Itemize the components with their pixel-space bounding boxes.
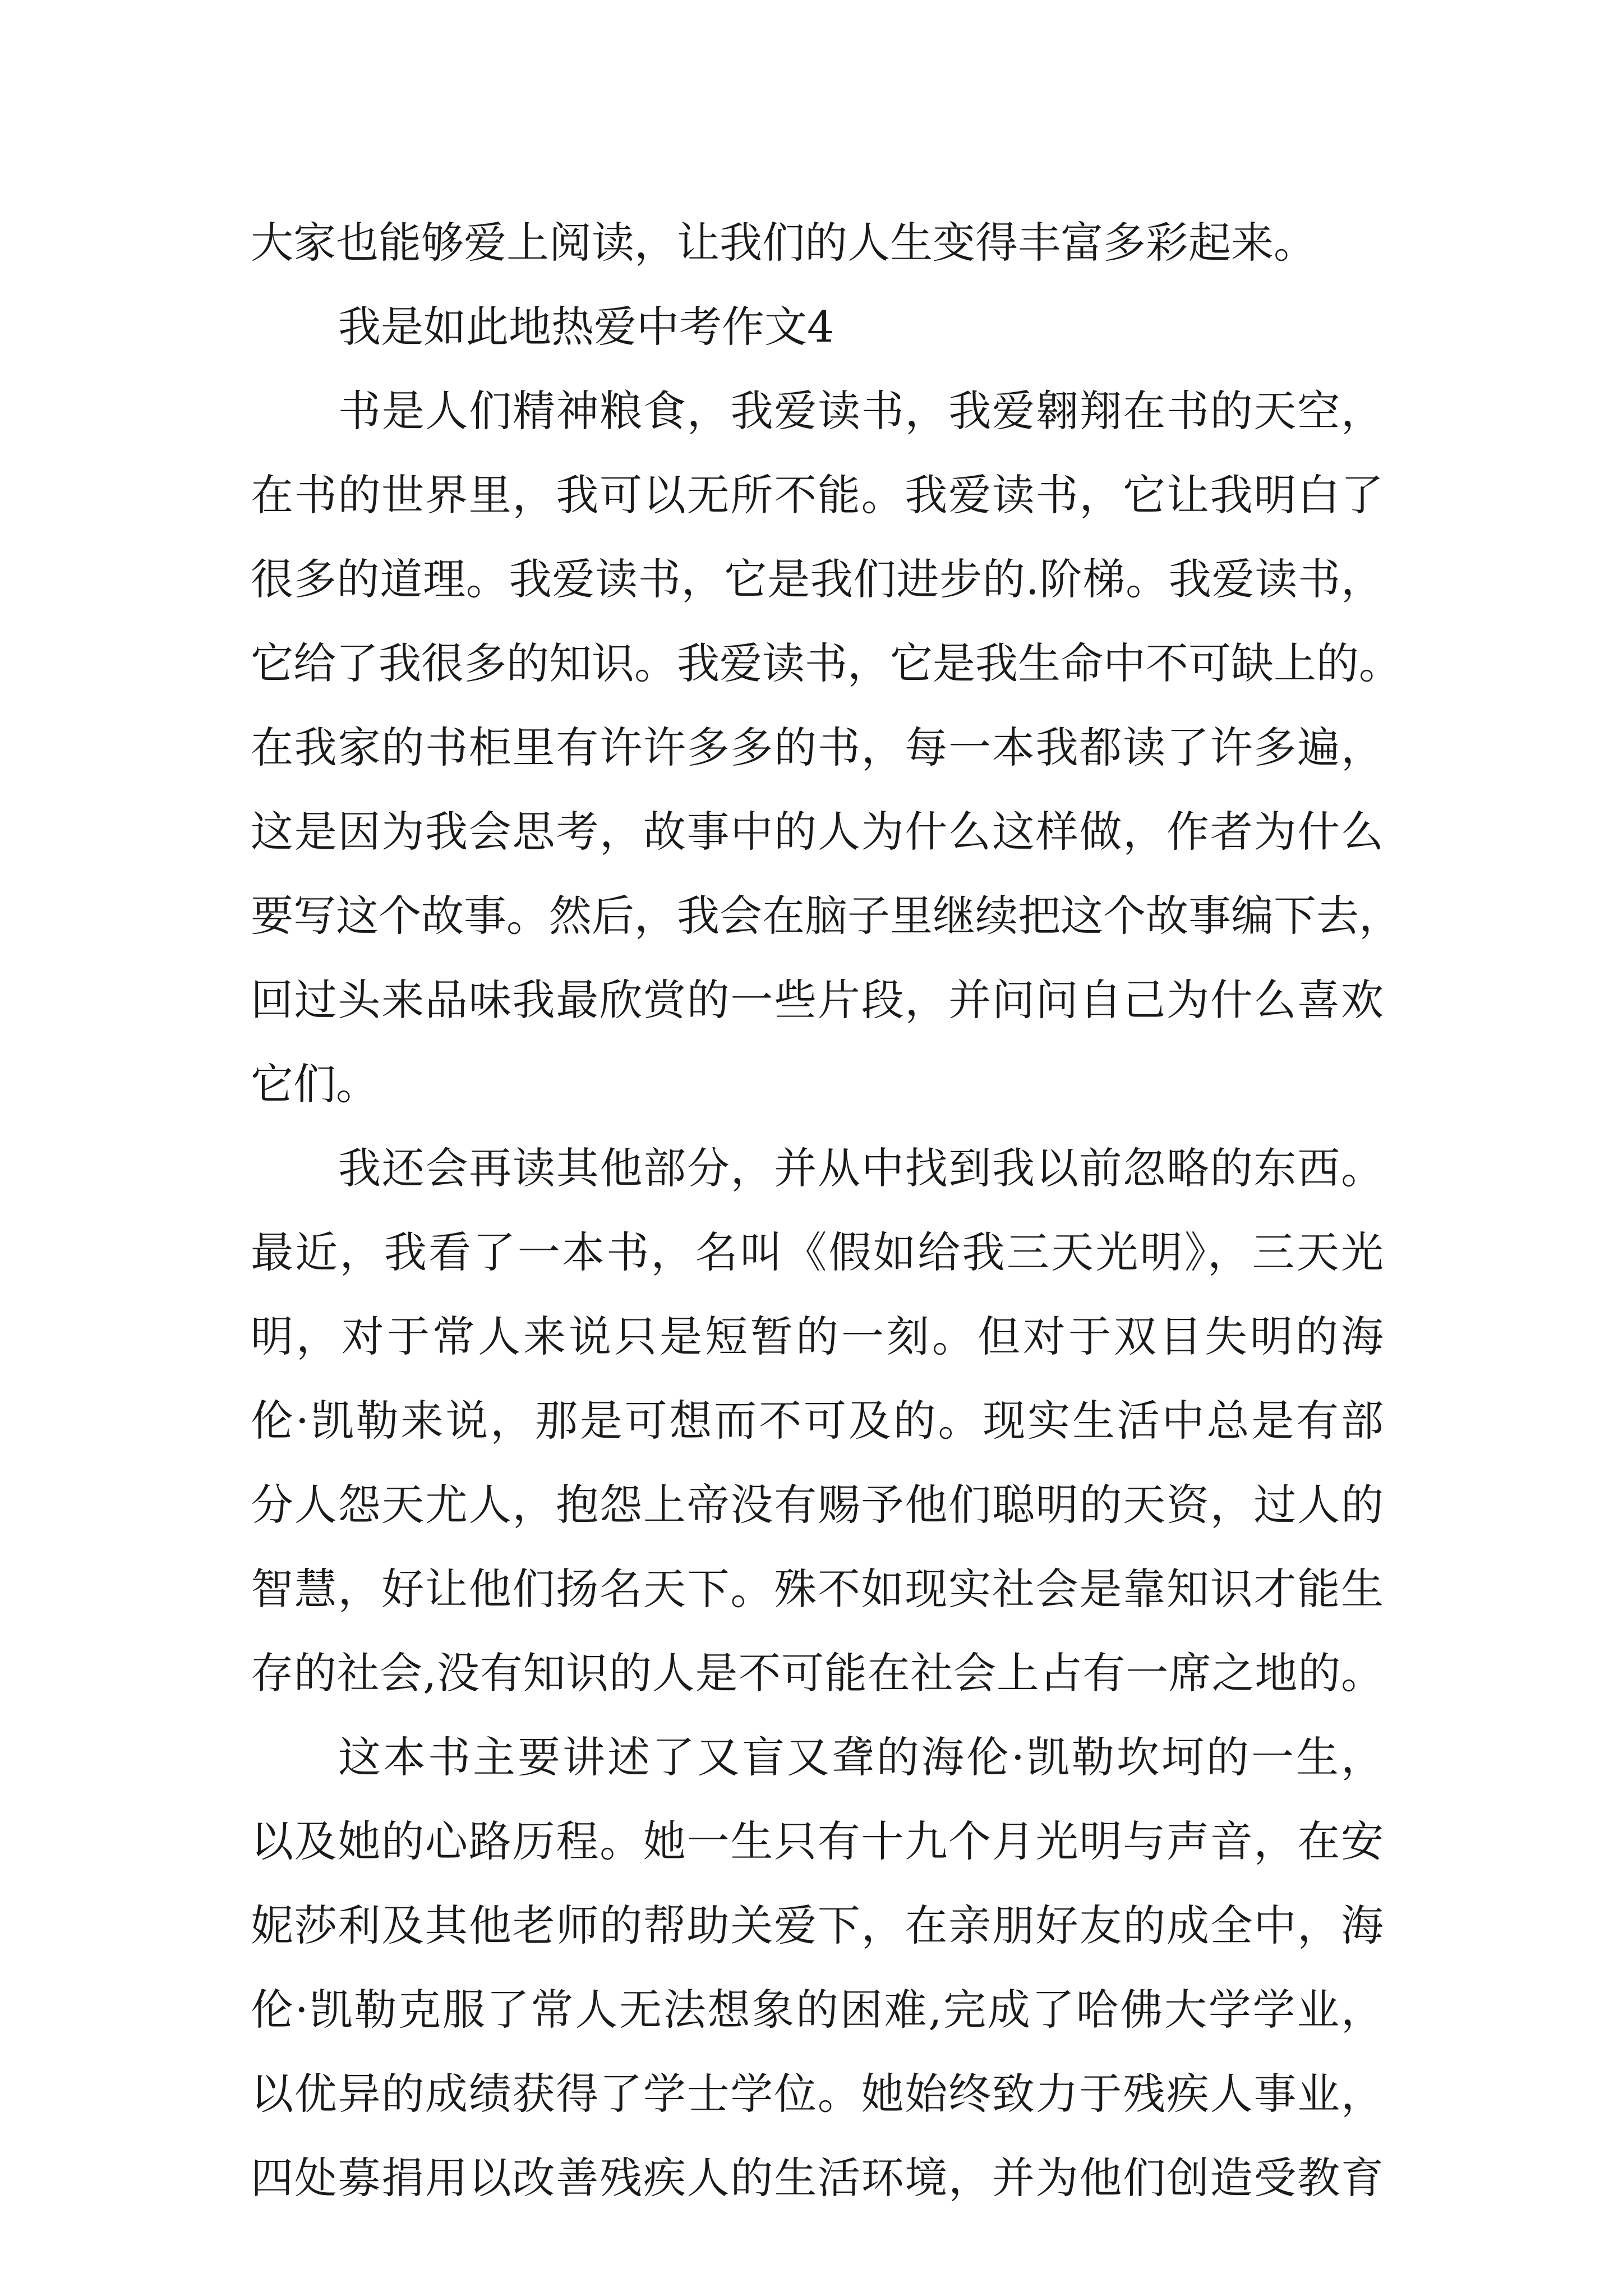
- text-line: 智慧，好让他们扬名天下。殊不如现实社会是靠知识才能生: [251, 1564, 1384, 1614]
- text-line: 存的社会,没有知识的人是不可能在社会上占有一席之地的。: [251, 1648, 1384, 1698]
- text-line: 我还会再读其他部分，并从中找到我以前忽略的东西。: [338, 1143, 1384, 1193]
- text-line: 伦·凯勒来说，那是可想而不可及的。现实生活中总是有部: [251, 1396, 1384, 1446]
- text-line: 最近，我看了一本书，名叫《假如给我三天光明》，三天光: [251, 1227, 1384, 1277]
- text-line: 妮莎利及其他老师的帮助关爱下，在亲朋好友的成全中，海: [251, 1901, 1384, 1950]
- text-line: 在我家的书柜里有许许多多的书，每一本我都读了许多遍，: [251, 723, 1384, 772]
- text-line: 以及她的心路历程。她一生只有十九个月光明与声音，在安: [251, 1816, 1384, 1866]
- text-line: 以优异的成绩获得了学士学位。她始终致力于残疾人事业，: [251, 2069, 1384, 2119]
- text-line: 四处募捐用以改善残疾人的生活环境，并为他们创造受教育: [251, 2153, 1384, 2203]
- text-line: 分人怨天尤人，抱怨上帝没有赐予他们聪明的天资，过人的: [251, 1480, 1384, 1530]
- text-line: 明，对于常人来说只是短暂的一刻。但对于双目失明的海: [251, 1312, 1384, 1361]
- essay-heading: 我是如此地热爱中考作文4: [338, 302, 834, 352]
- text-line: 回过头来品味我最欣赏的一些片段，并问问自己为什么喜欢: [251, 975, 1384, 1025]
- text-line: 它们。: [251, 1059, 379, 1109]
- text-line: 要写这个故事。然后，我会在脑子里继续把这个故事编下去，: [251, 891, 1401, 941]
- text-line: 伦·凯勒克服了常人无法想象的困难,完成了哈佛大学学业，: [251, 1985, 1384, 2035]
- text-line: 它给了我很多的知识。我爱读书，它是我生命中不可缺上的。: [251, 638, 1401, 688]
- text-line: 这本书主要讲述了又盲又聋的海伦·凯勒坎坷的一生，: [338, 1732, 1384, 1782]
- text-line: 很多的道理。我爱读书，它是我们进步的.阶梯。我爱读书，: [251, 554, 1384, 604]
- text-line: 这是因为我会思考，故事中的人为什么这样做，作者为什么: [251, 807, 1384, 857]
- text-line: 书是人们精神粮食，我爱读书，我爱翱翔在书的天空，: [338, 386, 1384, 436]
- text-line: 大家也能够爱上阅读，让我们的人生变得丰富多彩起来。: [251, 218, 1316, 268]
- text-line: 在书的世界里，我可以无所不能。我爱读书，它让我明白了: [251, 470, 1384, 520]
